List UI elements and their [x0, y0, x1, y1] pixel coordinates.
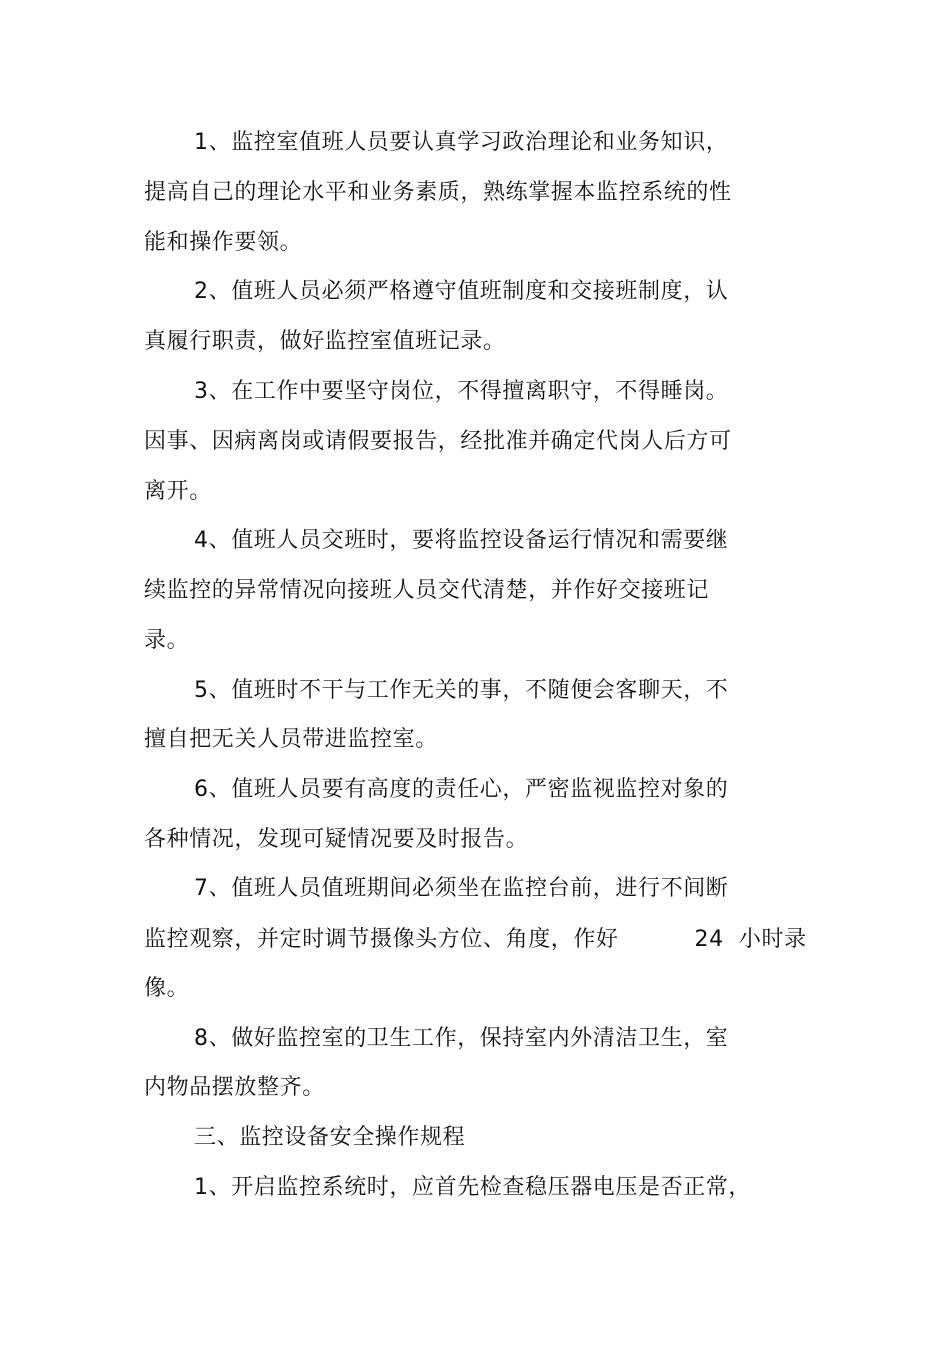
paragraph-line: 监控观察，并定时调节摄像头方位、角度，作好 24 小时录 [144, 927, 807, 952]
paragraph-line: 录。 [144, 628, 190, 653]
paragraph-line: 真履行职责，做好监控室值班记录。 [144, 329, 506, 354]
paragraph-line: 8、做好监控室的卫生工作，保持室内外清洁卫生，室 [194, 1026, 729, 1051]
paragraph-line: 内物品摆放整齐。 [144, 1075, 325, 1100]
paragraph-line: 离开。 [144, 479, 212, 504]
paragraph-line: 因事、因病离岗或请假要报告，经批准并确定代岗人后方可 [144, 429, 732, 454]
paragraph-line: 6、值班人员要有高度的责任心，严密监视监控对象的 [194, 777, 729, 802]
paragraph-line: 5、值班时不干与工作无关的事，不随便会客聊天，不 [194, 678, 729, 703]
paragraph-line: 像。 [144, 976, 190, 1001]
paragraph-line: 4、值班人员交班时，要将监控设备运行情况和需要继 [194, 528, 729, 553]
paragraph-line: 1、开启监控系统时，应首先检查稳压器电压是否正常， [194, 1175, 751, 1200]
paragraph-line: 各种情况，发现可疑情况要及时报告。 [144, 827, 529, 852]
paragraph-line: 提高自己的理论水平和业务素质，熟练掌握本监控系统的性 [144, 180, 732, 205]
paragraph-line: 1、监控室值班人员要认真学习政治理论和业务知识， [194, 130, 729, 155]
paragraph-line: 续监控的异常情况向接班人员交代清楚，并作好交接班记 [144, 578, 710, 603]
paragraph-line: 7、值班人员值班期间必须坐在监控台前，进行不间断 [194, 876, 729, 901]
paragraph-line: 2、值班人员必须严格遵守值班制度和交接班制度，认 [194, 279, 729, 304]
section-heading: 三、监控设备安全操作规程 [194, 1125, 466, 1150]
paragraph-line: 3、在工作中要坚守岗位，不得擅离职守，不得睡岗。 [194, 379, 729, 404]
paragraph-line: 擅自把无关人员带进监控室。 [144, 727, 438, 752]
paragraph-line: 能和操作要领。 [144, 230, 303, 255]
